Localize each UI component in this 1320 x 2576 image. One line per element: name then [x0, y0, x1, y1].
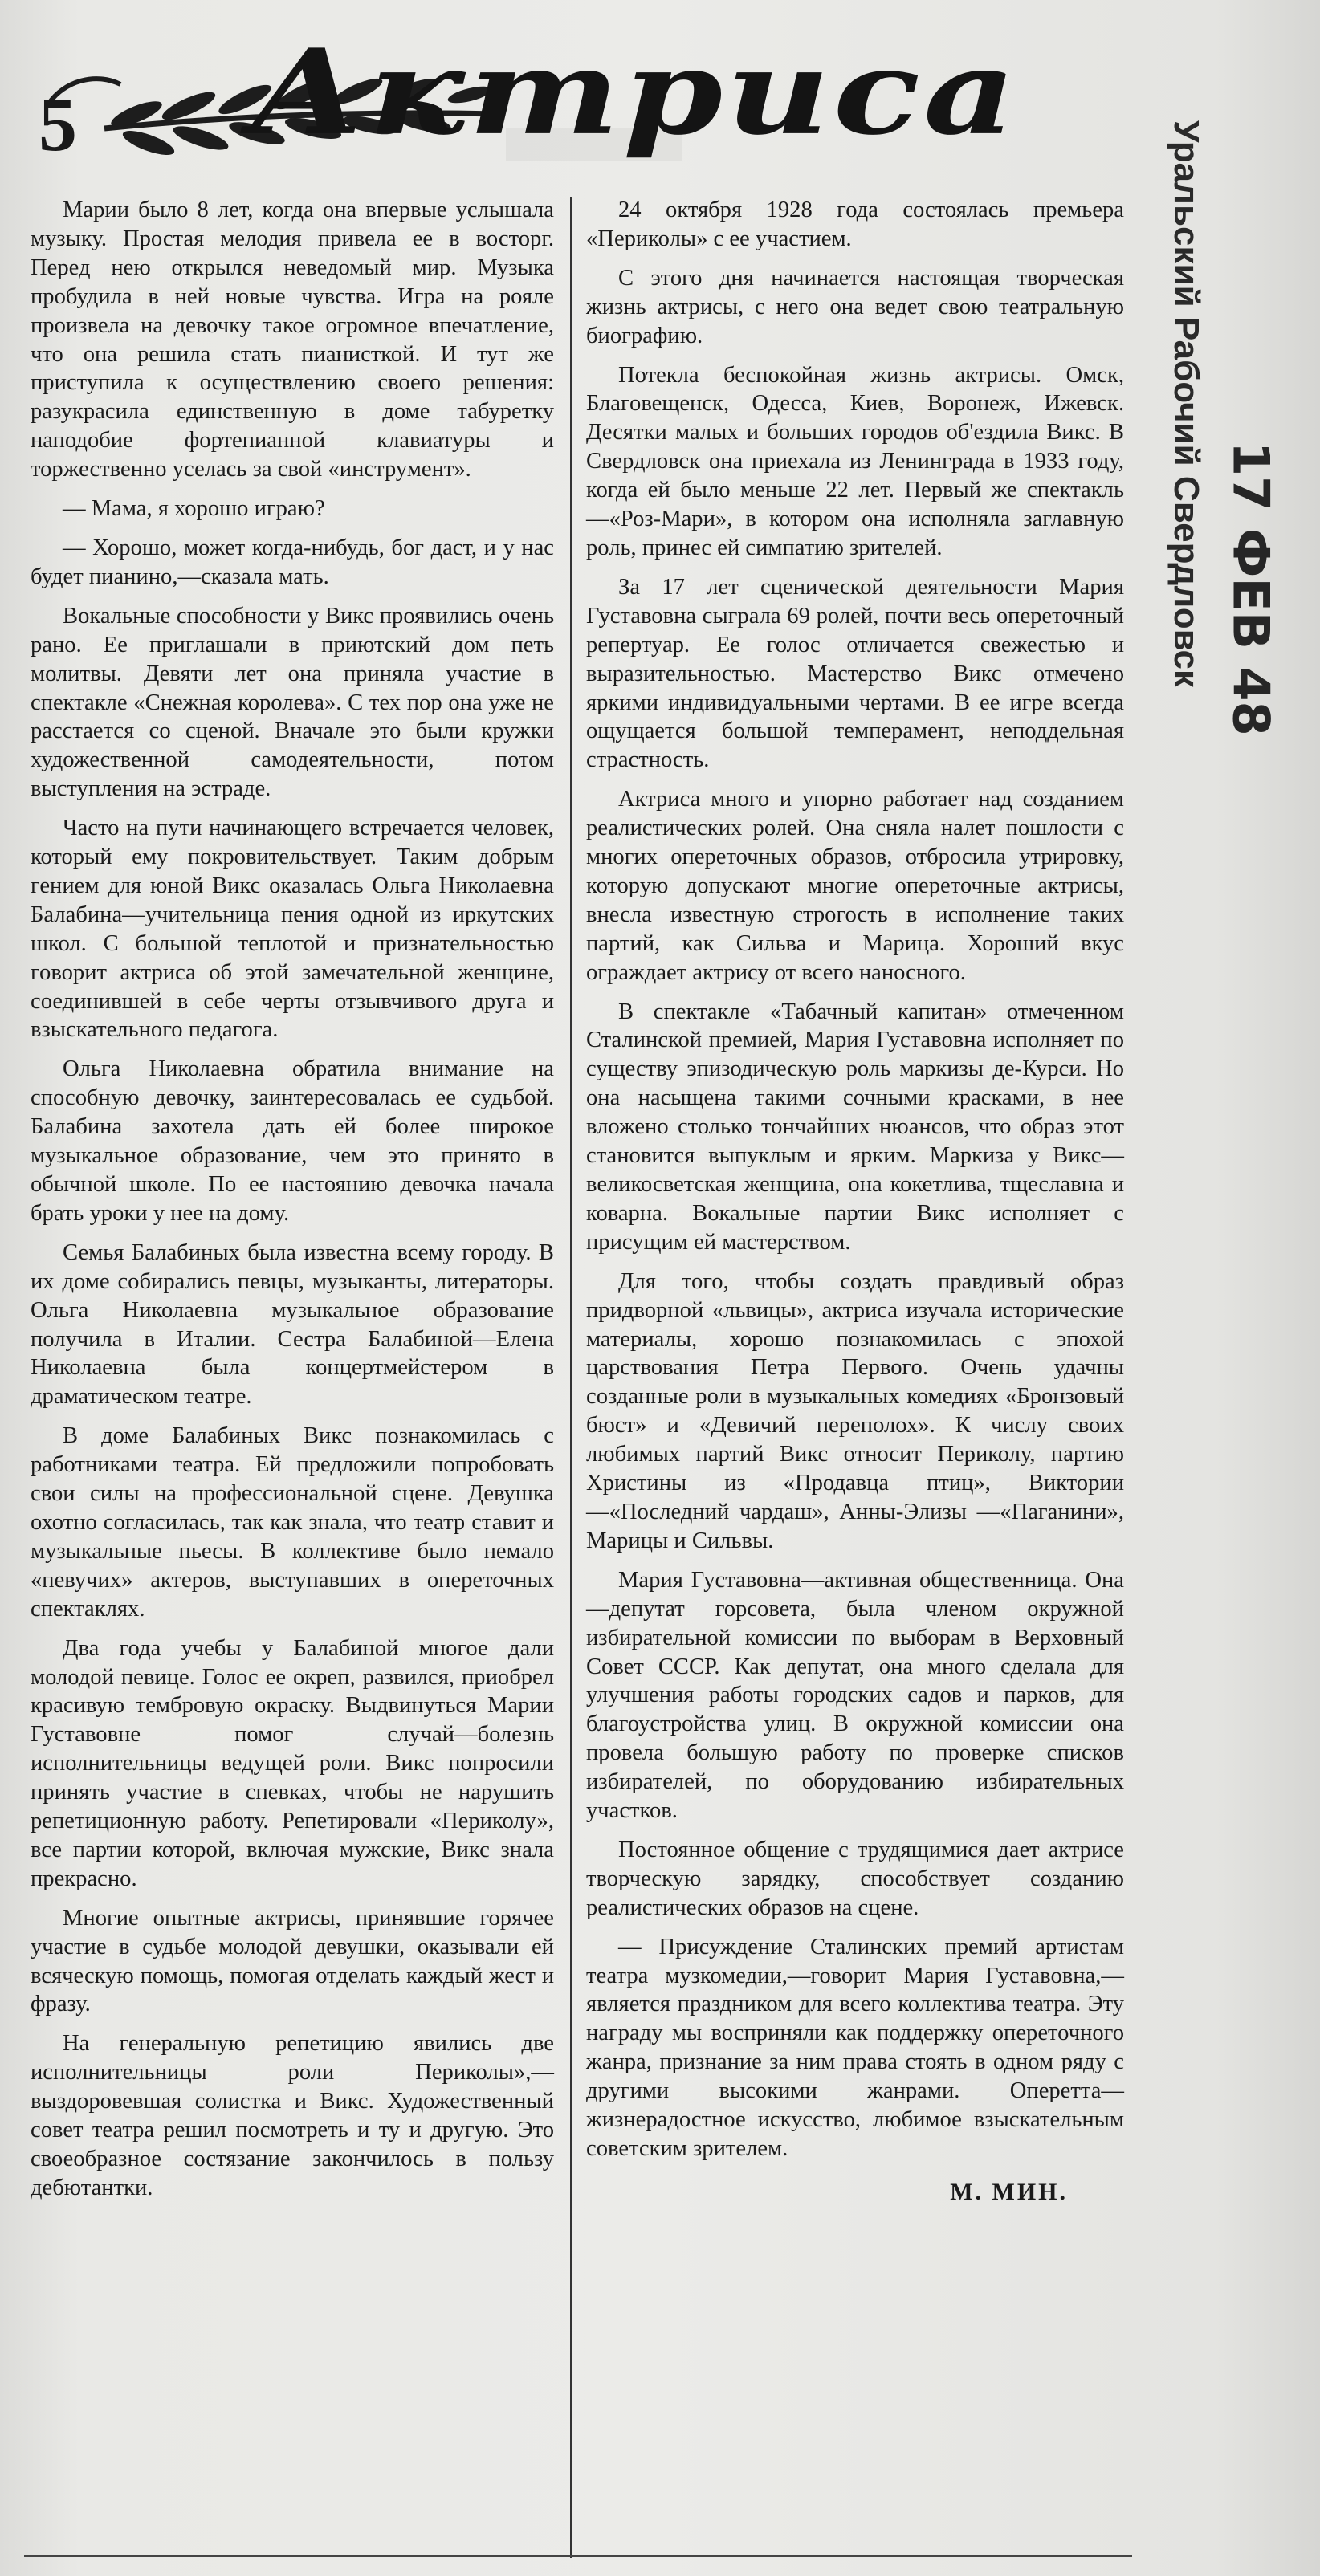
paragraph: Для того, чтобы создать правдивый образ придворной «львицы», актриса изучала исторические материалы, хорошо познакомилась с эпохой царствования Петра Первого. Очень удачны созданные роли в музыкальных комедиях «Бронзовый бюст» и «Девичий переполох». К числу своих любимых партий Викс относит Периколу, партию Христины из «Продавца птиц», Виктории—«Последний чардаш», Анны-Элизы —«Паганини», Марицы и Сильвы.: [586, 1268, 1124, 1553]
paragraph: Постоянное общение с трудящимися дает актрисе творческую зарядку, способствует созданию реалистических образов на сцене.: [586, 1837, 1124, 1920]
paragraph: За 17 лет сценической деятельности Мария Густавовна сыграла 69 ролей, почти весь опереточный репертуар. Ее голос отличается свежестью и выразительностью. Мастерство Викс отмечено яркими индивидуальными чертами. В ее игре всегда ощущается большой темперамент, неподдельная страстность.: [586, 574, 1124, 773]
paragraph: В спектакле «Табачный капитан» отмеченном Сталинской премией, Мария Густавовна исполняет по существу эпизодическую роль маркизы де-Курси. Но она насыщена такими сочными красками, в нее вложено столько тончайших нюансов, что образ этот становится выпуклым и ярким. Маркиза у Викс—великосветская женщина, она кокетлива, тщеславна и коварна. Вокальные партии Викс исполняет с присущим ей мастерством.: [586, 999, 1124, 1255]
date-stamp: [1219, 442, 1283, 747]
paragraph: Многие опытные актрисы, принявшие горячее участие в судьбе молодой девушки, оказывали ей всяческую помощь, помогая отделать каждый жест и фразу.: [31, 1905, 554, 2017]
article-title: Актриса: [249, 22, 1020, 161]
paragraph: Семья Балабиных была известна всему городу. В их доме собирались певцы, музыканты, литераторы. Ольга Николаевна музыкальное образование получила в Италии. Сестра Балабиной—Елена Николаевна была концертмейстером в драматическом театре.: [31, 1239, 554, 1410]
author-signature: М. МИН.: [950, 2178, 1068, 2205]
article-column-left: [31, 196, 554, 2213]
paragraph: На генеральную репетицию явились две исполнительницы роли Периколы»,—выздоровевшая солистка и Викс. Художественный совет театра решил посмотреть и ту и другую. Это своеобразное состязание закончилось в пользу дебютантки.: [31, 2031, 554, 2200]
paragraph: Потекла беспокойная жизнь актрисы. Омск, Благовещенск, Одесса, Киев, Воронеж, Ижевск. Десятки малых и больших городов об'ездила Викс. В Свердловск она приехала из Ленинграда в 1933 году, когда ей было меньше 22 лет. Первый же спектакль—«Роз-Мари», в котором она исполняла заглавную роль, принес ей симпатию зрителей.: [586, 362, 1124, 560]
masthead: [16, 8, 1084, 185]
bottom-rule: [24, 2555, 1132, 2557]
paragraph: Марии было 8 лет, когда она впервые услышала музыку. Простая мелодия привела ее в восторг. Перед нею открылся неведомый мир. Музыка пробудила в ней новые чувства. Игра на рояле произвела на девочку такое огромное впечатление, что она решила стать пианисткой. И тут же приступила к осуществлению своего решения: разукрасила единственную в доме табуретку наподобие фортепианной клавиатуры и торжественно уселась за свой «инструмент».: [31, 197, 554, 482]
paragraph: 24 октября 1928 года состоялась премьера «Периколы» с ее участием.: [586, 197, 1124, 251]
paragraph: С этого дня начинается настоящая творческая жизнь актрисы, с него она ведет свою театральную биографию.: [586, 265, 1124, 348]
paragraph: — Мама, я хорошо играю?: [63, 496, 325, 522]
paragraph: Мария Густавовна—активная общественница. Она—депутат горсовета, была членом окружной избирательной комиссии по выборам в Верховный Совет СССР. Как депутат, она много сделала для улучшения работы городских садов и парков, для благоустройства улиц. В окружной комиссии она провела большую работу по проверке списков избирателей, по оборудованию избирательных участков.: [586, 1567, 1124, 1824]
date-stamp-text: 17 ФЕВ 48: [1221, 442, 1281, 736]
paragraph: Вокальные способности у Викс проявились очень рано. Ее приглашали в приютский дом петь молитвы. Девяти лет она приняла участие в спектакле «Снежная королева». С тех пор она уже не расстается со сценой. Вначале это были кружки художественной самодеятельности, потом выступления на эстраде.: [31, 603, 554, 802]
paragraph: Два года учебы у Балабиной многое дали молодой певице. Голос ее окреп, развился, приобрел красивую тембровую окраску. Выдвинуться Марии Густавовне помог случай—болезнь исполнительницы ведущей роли. Викс попросили принять участие в спевках, чтобы не нарушить репетиционную работу. Репетировали «Периколу», все партии которой, включая мужские, Викс знала прекрасно.: [31, 1635, 554, 1891]
left-marker: 5: [39, 81, 77, 167]
article-column-right: [586, 196, 1124, 2207]
newspaper-source: [1150, 120, 1222, 730]
paragraph: — Присуждение Сталинских премий артистам театра музкомедии,—говорит Мария Густавовна,—является праздником для всего коллектива театра. Эту награду мы восприняли как поддержку опереточного жанра, признание за ним права стоять в одном ряду с другими высокими жанрами. Оперетта—жизнерадостное искусство, любимое взыскательным советским зрителем.: [586, 1934, 1124, 2161]
paragraph: Часто на пути начинающего встречается человек, который ему покровительствует. Таким добрым гением для юной Викс оказалась Ольга Николаевна Балабина—учительница пения одной из иркутских школ. С большой теплотой и признательностью говорит актриса об этой замечательной женщине, соединившей в себе черты отзывчивого друга и взыскательного педагога.: [31, 816, 554, 1043]
paragraph: — Хорошо, может когда-нибудь, бог даст, и у нас будет пианино,—сказала мать.: [31, 535, 554, 589]
newspaper-name: Уральский Рабочий Свердловск: [1167, 120, 1206, 688]
column-divider: [570, 197, 572, 2558]
paragraph: Ольга Николаевна обратила внимание на способную девочку, заинтересовалась ее судьбой. Балабина захотела дать ей более широкое музыкальное образование, чем это принято в обычной школе. По ее настоянию девочка начала брать уроки у нее на дому.: [31, 1056, 554, 1226]
paragraph: В доме Балабиных Викс познакомилась с работниками театра. Ей предложили попробовать свои силы на профессиональной сцене. Девушка охотно согласилась, так как знала, что театр ставит и музыкальные пьесы. В коллективе было немало «певучих» актеров, выступавших в опереточных спектаклях.: [31, 1423, 554, 1622]
paragraph: Актриса много и упорно работает над созданием реалистических ролей. Она сняла налет пошлости с многих опереточных образов, отбросила утрировку, которую допускают многие опереточные актрисы, внесла известную строгость в исполнение таких партий, как Сильва и Марица. Хороший вкус ограждает актрису от всего наносного.: [586, 787, 1124, 985]
